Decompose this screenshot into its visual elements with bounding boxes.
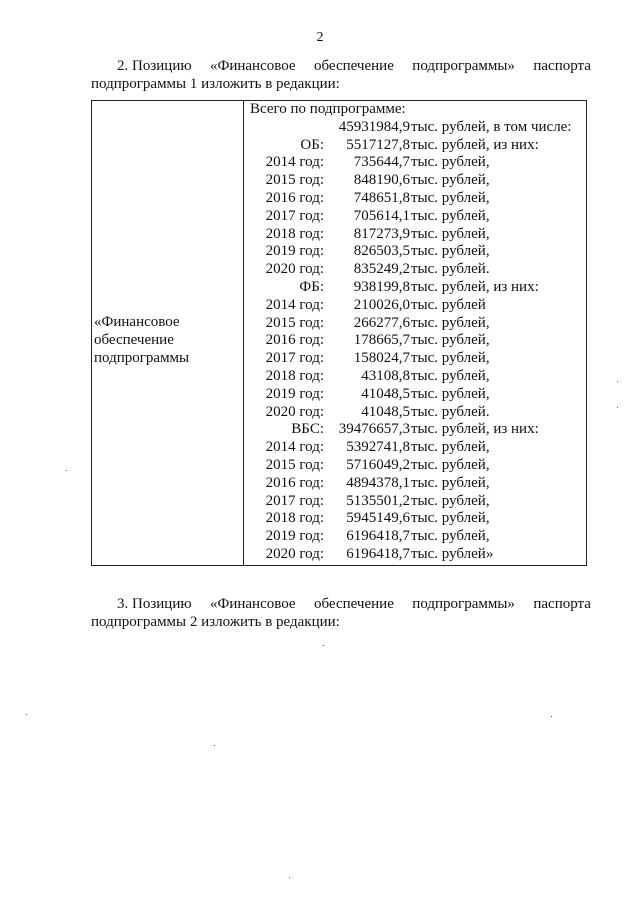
table-row xyxy=(250,368,586,386)
row-unit: тыс. рублей, из них: xyxy=(411,136,539,153)
financing-table xyxy=(91,100,587,566)
scan-speck xyxy=(617,407,618,408)
scan-speck xyxy=(551,716,552,717)
section-3-line-2: подпрограммы 2 изложить в редакции: xyxy=(91,614,340,630)
row-label: 2018 год: xyxy=(265,367,324,384)
section-2-line-2: подпрограммы 1 изложить в редакции: xyxy=(91,76,340,92)
row-label: 2019 год: xyxy=(265,528,324,545)
table-row xyxy=(250,386,586,404)
section-3-word: 3. Позицию xyxy=(117,596,192,612)
table-row xyxy=(250,528,586,546)
row-amount: 817273,9 xyxy=(353,225,410,242)
scan-speck xyxy=(26,714,27,715)
row-label: 2015 год: xyxy=(265,314,324,331)
table-row xyxy=(250,190,586,208)
table-row xyxy=(250,546,586,564)
row-amount: 43108,8 xyxy=(361,367,410,384)
row-amount: 158024,7 xyxy=(353,350,410,367)
row-amount: 826503,5 xyxy=(353,243,410,260)
row-unit: тыс. рублей, xyxy=(411,350,490,367)
row-unit: тыс. рублей. xyxy=(411,261,490,278)
row-unit: тыс. рублей, xyxy=(411,456,490,473)
row-label: 2017 год: xyxy=(265,350,324,367)
row-amount: 266277,6 xyxy=(353,314,410,331)
row-amount: 41048,5 xyxy=(361,403,410,420)
row-label: 2016 год: xyxy=(265,332,324,349)
row-label: ФБ: xyxy=(299,278,324,295)
table-row xyxy=(250,315,586,333)
row-amount: 39476657,3 xyxy=(338,421,410,438)
scan-speck xyxy=(66,470,67,471)
row-label: 2016 год: xyxy=(265,474,324,491)
row-amount: 210026,0 xyxy=(353,296,410,313)
table-row xyxy=(250,457,586,475)
row-label: ОБ: xyxy=(300,136,324,153)
row-amount: 178665,7 xyxy=(353,332,410,349)
row-amount: 41048,5 xyxy=(361,385,410,402)
table-row xyxy=(250,297,586,315)
table-row xyxy=(250,421,586,439)
row-unit: тыс. рублей, xyxy=(411,172,490,189)
row-unit: тыс. рублей, из них: xyxy=(411,421,539,438)
row-label: 2017 год: xyxy=(265,207,324,224)
table-row xyxy=(250,350,586,368)
section-2-word: обеспечение xyxy=(314,58,394,74)
row-unit: тыс. рублей, xyxy=(411,314,490,331)
row-amount: 45931984,9 xyxy=(338,118,410,135)
row-unit: тыс. рублей xyxy=(411,296,486,313)
scan-speck xyxy=(289,877,290,878)
row-amount: 5517127,8 xyxy=(346,136,410,153)
row-label: 2014 год: xyxy=(265,296,324,313)
table-row xyxy=(250,475,586,493)
section-2-paragraph xyxy=(91,57,591,93)
row-label: 2019 год: xyxy=(265,385,324,402)
row-amount: 4894378,1 xyxy=(346,474,410,491)
section-2-word: «Финансовое xyxy=(209,58,296,74)
row-label: 2020 год: xyxy=(265,545,324,562)
row-amount: 6196418,7 xyxy=(346,545,410,562)
section-3-word: «Финансовое xyxy=(209,596,296,612)
table-heading-row xyxy=(250,101,586,119)
row-label: 2015 год: xyxy=(265,172,324,189)
row-amount: 5392741,8 xyxy=(346,439,410,456)
row-unit: тыс. рублей, xyxy=(411,367,490,384)
row-amount: 705614,1 xyxy=(353,207,410,224)
section-2-word: подпрограммы» xyxy=(412,58,515,74)
table-heading: Всего по подпрограмме: xyxy=(250,101,406,117)
row-unit: тыс. рублей, xyxy=(411,439,490,456)
row-amount: 6196418,7 xyxy=(346,528,410,545)
row-unit: тыс. рублей, xyxy=(411,332,490,349)
row-label: 2020 год: xyxy=(265,261,324,278)
table-row xyxy=(250,243,586,261)
row-unit: тыс. рублей, в том числе: xyxy=(411,118,572,135)
row-amount: 835249,2 xyxy=(353,261,410,278)
table-row xyxy=(250,439,586,457)
row-label: 2019 год: xyxy=(265,243,324,260)
table-row xyxy=(250,154,586,172)
row-amount: 5135501,2 xyxy=(346,492,410,509)
section-3-paragraph xyxy=(91,595,591,631)
row-unit: тыс. рублей, xyxy=(411,385,490,402)
row-amount: 938199,8 xyxy=(353,278,410,295)
section-3-word: паспорта xyxy=(533,596,591,612)
row-amount: 748651,8 xyxy=(353,189,410,206)
row-unit: тыс. рублей, xyxy=(411,243,490,260)
table-row xyxy=(250,226,586,244)
row-label: 2020 год: xyxy=(265,403,324,420)
section-2-word: 2. Позицию xyxy=(117,58,192,74)
section-2-line-1 xyxy=(91,57,591,75)
table-row xyxy=(250,404,586,422)
row-unit: тыс. рублей, из них: xyxy=(411,278,539,295)
column-divider xyxy=(243,101,244,565)
table-row xyxy=(250,332,586,350)
page-number: 2 xyxy=(316,30,324,45)
row-unit: тыс. рублей, xyxy=(411,225,490,242)
row-unit: тыс. рублей, xyxy=(411,154,490,171)
table-row xyxy=(250,279,586,297)
table-row xyxy=(250,493,586,511)
row-unit: тыс. рублей, xyxy=(411,207,490,224)
row-unit: тыс. рублей, xyxy=(411,492,490,509)
row-label: 2017 год: xyxy=(265,492,324,509)
row-unit: тыс. рублей» xyxy=(411,545,494,562)
section-2-word: паспорта xyxy=(533,58,591,74)
table-row xyxy=(250,261,586,279)
row-amount: 735644,7 xyxy=(353,154,410,171)
row-unit: тыс. рублей, xyxy=(411,510,490,527)
row-label: 2014 год: xyxy=(265,154,324,171)
row-unit: тыс. рублей, xyxy=(411,474,490,491)
financing-values-cell xyxy=(250,101,586,564)
table-row xyxy=(250,137,586,155)
row-label: 2018 год: xyxy=(265,510,324,527)
row-label: ВБС: xyxy=(291,421,324,438)
scan-speck xyxy=(214,745,215,746)
table-left-label: «Финансовое обеспечение подпрограммы xyxy=(94,314,190,366)
row-label: 2018 год: xyxy=(265,225,324,242)
row-unit: тыс. рублей. xyxy=(411,403,490,420)
section-3-word: подпрограммы» xyxy=(412,596,515,612)
row-amount: 5716049,2 xyxy=(346,456,410,473)
row-label: 2014 год: xyxy=(265,439,324,456)
row-unit: тыс. рублей, xyxy=(411,528,490,545)
row-label: 2016 год: xyxy=(265,189,324,206)
section-3-word: обеспечение xyxy=(314,596,394,612)
table-row xyxy=(250,119,586,137)
table-row xyxy=(250,208,586,226)
row-amount: 5945149,6 xyxy=(346,510,410,527)
section-3-line-1 xyxy=(91,595,591,613)
row-amount: 848190,6 xyxy=(353,172,410,189)
table-row xyxy=(250,510,586,528)
scan-speck xyxy=(617,381,618,382)
row-label: 2015 год: xyxy=(265,456,324,473)
table-row xyxy=(250,172,586,190)
row-unit: тыс. рублей, xyxy=(411,189,490,206)
scan-speck xyxy=(323,645,324,646)
